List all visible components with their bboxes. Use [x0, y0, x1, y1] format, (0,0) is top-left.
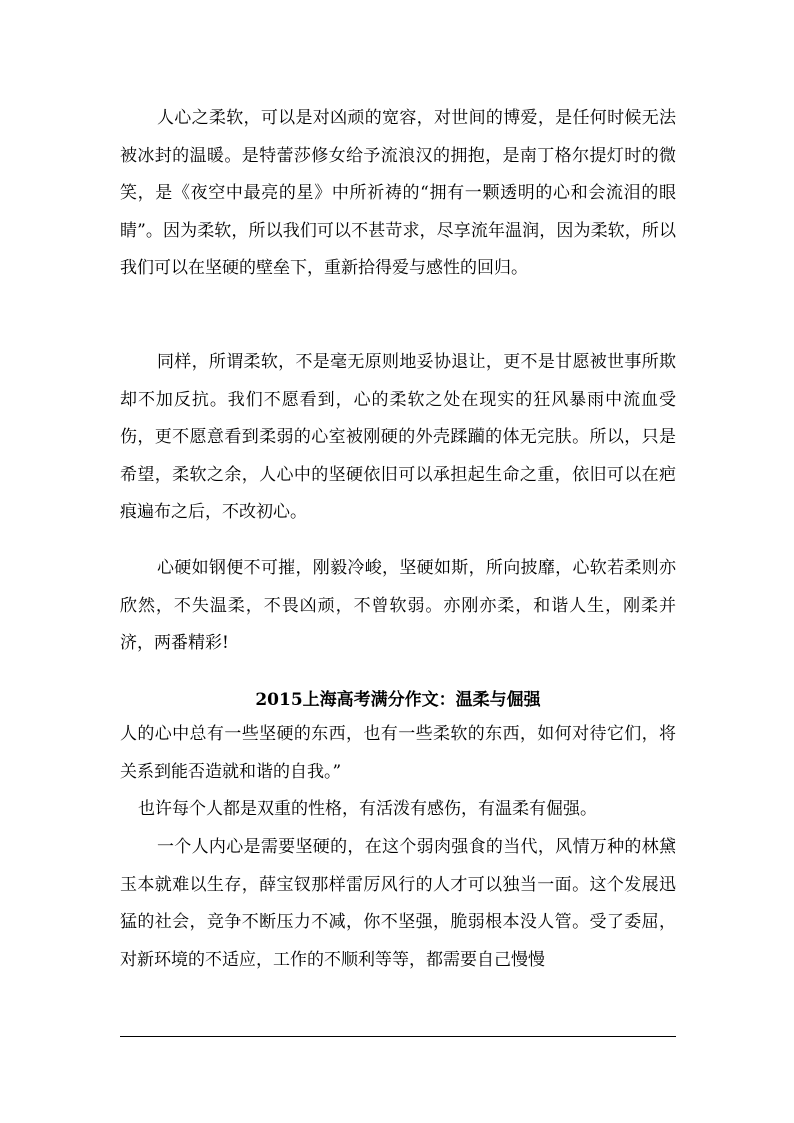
essay-paragraph-dual-nature: 也许每个人都是双重的性格，有活泼有感伤，有温柔有倔强。 — [138, 799, 597, 819]
paragraph-softness: 人心之柔软，可以是对凶顽的宽容，对世间的博爱，是任何时候无法被冰封的温暖。是特蕾莎修女给予流浪汉的拥抱，是南丁格尔提灯时的微笑，是《夜空中最亮的星》中所祈祷的“拥有一颗透明的心和会流泪的眼睛”。因为柔软，所以我们可以不甚苛求，尽享流年温润，因为柔软，所以我们可以在坚硬的壁垒下，重新拾得爱与感性的回归。 — [120, 108, 676, 278]
paragraph-principle: 同样，所谓柔软，不是毫无原则地妥协退让，更不是甘愿被世事所欺却不加反抗。我们不愿看到，心的柔软之处在现实的狂风暴雨中流血受伤，更不愿意看到柔弱的心室被刚硬的外壳蹂躏的体无完肤。所以，只是希望，柔软之余，人心中的坚硬依旧可以承担起生命之重，依旧可以在疤痕遍布之后，不改初心。 — [120, 352, 676, 522]
footer-divider — [120, 1036, 676, 1037]
essay-heading: 2015上海高考满分作文：温柔与倔强 — [255, 690, 541, 710]
essay-paragraph-hardness: 一个人内心是需要坚硬的，在这个弱肉强食的当代，风情万种的林黛玉本就难以生存，薛宝钗那样雷厉风行的人才可以独当一面。这个发展迅猛的社会，竞争不断压力不减，你不坚强，脆弱根本没人管。受了委屈，对新环境的不适应，工作的不顺利等等，都需要自己慢慢 — [120, 837, 676, 970]
paragraph-conclusion: 心硬如钢便不可摧，刚毅冷峻，坚硬如斯，所向披靡，心软若柔则亦欣然，不失温柔，不畏凶顽，不曾软弱。亦刚亦柔，和谐人生，刚柔并济，两番精彩! — [120, 558, 676, 653]
essay-paragraph-intro: 人的心中总有一些坚硬的东西，也有一些柔软的东西，如何对待它们，将关系到能否造就和谐的自我。” — [120, 724, 676, 782]
